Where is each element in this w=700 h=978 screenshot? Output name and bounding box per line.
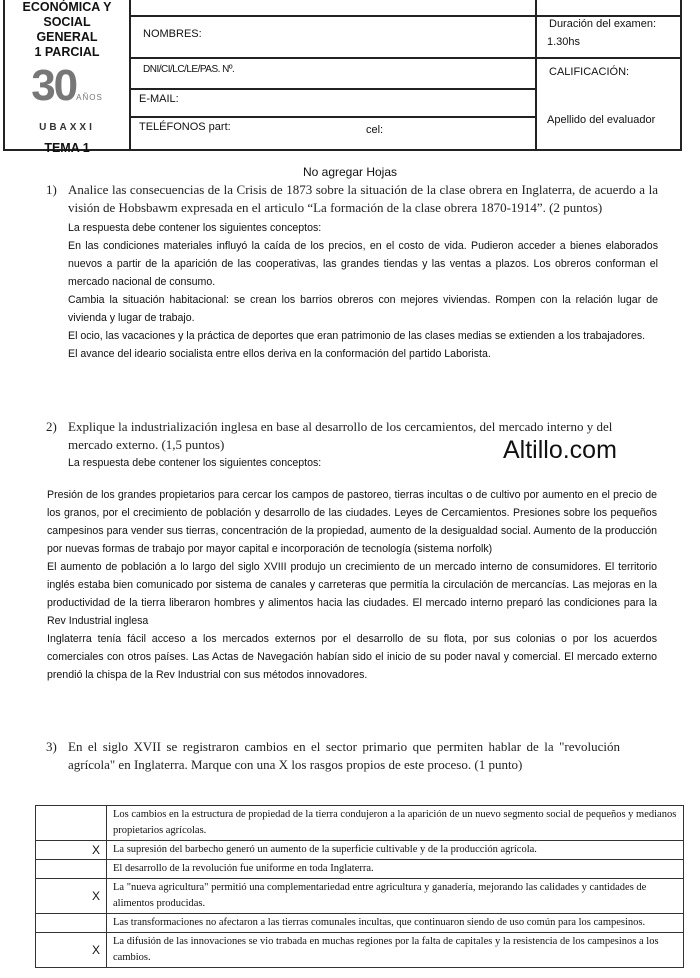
logo-years: AÑOS	[76, 93, 103, 102]
option-text: La "nueva agricultura" permitió una complementariedad entre agricultura y ganadería, mejorando las calidades y cantidades de alimentos producidas.	[107, 879, 684, 914]
option-text: La difusión de las innovaciones se vio trabada en muchas regiones por la falta de capitales y la resistencia de los campesinos a los cambios.	[107, 933, 684, 968]
answer-intro: La respuesta debe contener los siguientes conceptos:	[68, 222, 322, 234]
answer-paragraph: Inglaterra tenía fácil acceso a los mercados externos por el desarrollo de su flota, por sus colonias o por los acuerdos comerciales con otros países. Las Actas de Navegación habían sido el inicio de su poder naval y comercial. El mercado externo prendió la chispa de la Rev Industrial con sus métodos innovadores.	[47, 633, 657, 681]
course-line: GENERAL	[36, 30, 98, 44]
option-text: Las transformaciones no afectaron a las tierras comunales incultas, que continuaron siendo de uso común para los campesinos.	[107, 914, 684, 933]
ubaxxi-logo	[5, 61, 129, 120]
question-number: 3)	[46, 739, 57, 754]
option-text: Los cambios en la estructura de propiedad de la tierra condujeron a la aparición de un nuevo segmento social de pequeños y medianos propietarios agrícolas.	[107, 806, 684, 841]
answer-paragraph: El aumento de población a lo largo del siglo XVIII produjo un crecimiento de un mercado interno de consumidores. El territorio inglés estaba bien comunicado por sistema de canales y carreteras que permitía la circulación de mercancías. Las mejoras en la productividad de la tierra liberaron hombres y alimentos hacia las ciudades. El mercado interno preparó las condiciones para la Rev Industrial inglesa	[47, 561, 657, 627]
question-number: 1)	[46, 182, 57, 197]
option-text: La supresión del barbecho generó un aumento de la superficie cultivable y de la producción agrícola.	[107, 841, 684, 860]
question-1	[0, 181, 700, 363]
altillo-watermark: Altillo.com	[503, 436, 617, 464]
telefono-field[interactable]: TELÉFONOS part:	[139, 121, 231, 133]
cel-field[interactable]: cel:	[366, 124, 384, 136]
mark-cell[interactable]: X	[36, 879, 107, 914]
table-row	[36, 879, 684, 914]
duracion-label: Duración del examen:	[549, 18, 657, 30]
calificacion-field[interactable]: CALIFICACIÓN:	[549, 66, 630, 78]
logo-number: 30	[31, 61, 77, 110]
options-table	[35, 805, 684, 968]
duracion-value: 1.30hs	[547, 36, 581, 48]
logo-org: UBAXXI	[39, 122, 95, 133]
mark-cell[interactable]	[36, 914, 107, 933]
answer-paragraph: Presión de los grandes propietarios para cercar los campos de pastoreo, tierras incultas o de cultivo por aumento en el precio de los granos, por el crecimiento de población y desarrollo de las ciudades. Leyes de Cercamientos. Presiones sobre los pequeños campesinos para vender sus tierras, concentración de la propiedad, aumento de la desigualdad social. Aumento de la producción por nuevas formas de trabajo por mayor capital e incorporación de tecnología (sistema norfolk)	[47, 489, 657, 555]
table-row	[36, 914, 684, 933]
question-text: Analice las consecuencias de la Crisis de 1873 sobre la situación de la clase obrera en Inglaterra, de acuerdo a la visión de Hobsbawm expresada en el articulo “La formación de la clase obrera 1870-1914”. (2 puntos)	[68, 182, 658, 215]
nombres-field[interactable]: NOMBRES:	[143, 28, 202, 40]
question-3	[0, 738, 700, 774]
evaluador-field[interactable]: Apellido del evaluador	[547, 114, 656, 126]
answer-paragraph: El avance del ideario socialista entre ellos deriva en la conformación del partido Laborista.	[68, 348, 491, 360]
course-block	[5, 0, 129, 156]
tema-label: TEMA 1	[44, 141, 90, 155]
answer-paragraph: El ocio, las vacaciones y la práctica de deportes que eran patrimonio de las clases medias se extienden a los trabajadores.	[68, 330, 646, 342]
question-text: En el siglo XVII se registraron cambios en el sector primario que permiten hablar de la "revolución agrícola" en Inglaterra. Marque con una X los rasgos propios de este proceso. (1 punto)	[68, 739, 620, 772]
course-line: ECONÓMICA Y	[22, 0, 112, 14]
email-field[interactable]: E-MAIL:	[139, 93, 179, 105]
dni-field[interactable]: DNI/CI/LC/LE/PAS. Nº.	[143, 64, 235, 75]
question-text: Explique la industrialización inglesa en base al desarrollo de los cercamientos, del mercado interno y del mercado externo. (1,5 puntos)	[68, 419, 613, 452]
mark-cell[interactable]: X	[36, 841, 107, 860]
answer-intro: La respuesta debe contener los siguientes conceptos:	[68, 457, 322, 469]
answer-paragraph: Cambia la situación habitacional: se crean los barrios obreros con mejores viviendas. Rompen con la relación lugar de vivienda y lugar de trabajo.	[68, 294, 658, 324]
table-row	[36, 933, 684, 968]
exam-header	[3, 0, 682, 155]
notice: No agregar Hojas	[302, 165, 398, 179]
course-line: 1 PARCIAL	[34, 45, 100, 59]
mark-cell[interactable]	[36, 806, 107, 841]
table-row	[36, 841, 684, 860]
course-line: SOCIAL	[43, 15, 91, 29]
option-text: El desarrollo de la revolución fue uniforme en toda Inglaterra.	[107, 860, 684, 879]
answer-paragraph: En las condiciones materiales influyó la caída de los precios, en el costo de vida. Pudieron acceder a bienes elaborados nuevos a partir de la aparición de las cooperativas, las grandes tiendas y las ventas a plazos. Los obreros conforman el mercado nacional de consumo.	[68, 240, 658, 288]
mark-cell[interactable]: X	[36, 933, 107, 968]
question-number: 2)	[46, 419, 57, 434]
table-row	[36, 806, 684, 841]
table-row	[36, 860, 684, 879]
mark-cell[interactable]	[36, 860, 107, 879]
